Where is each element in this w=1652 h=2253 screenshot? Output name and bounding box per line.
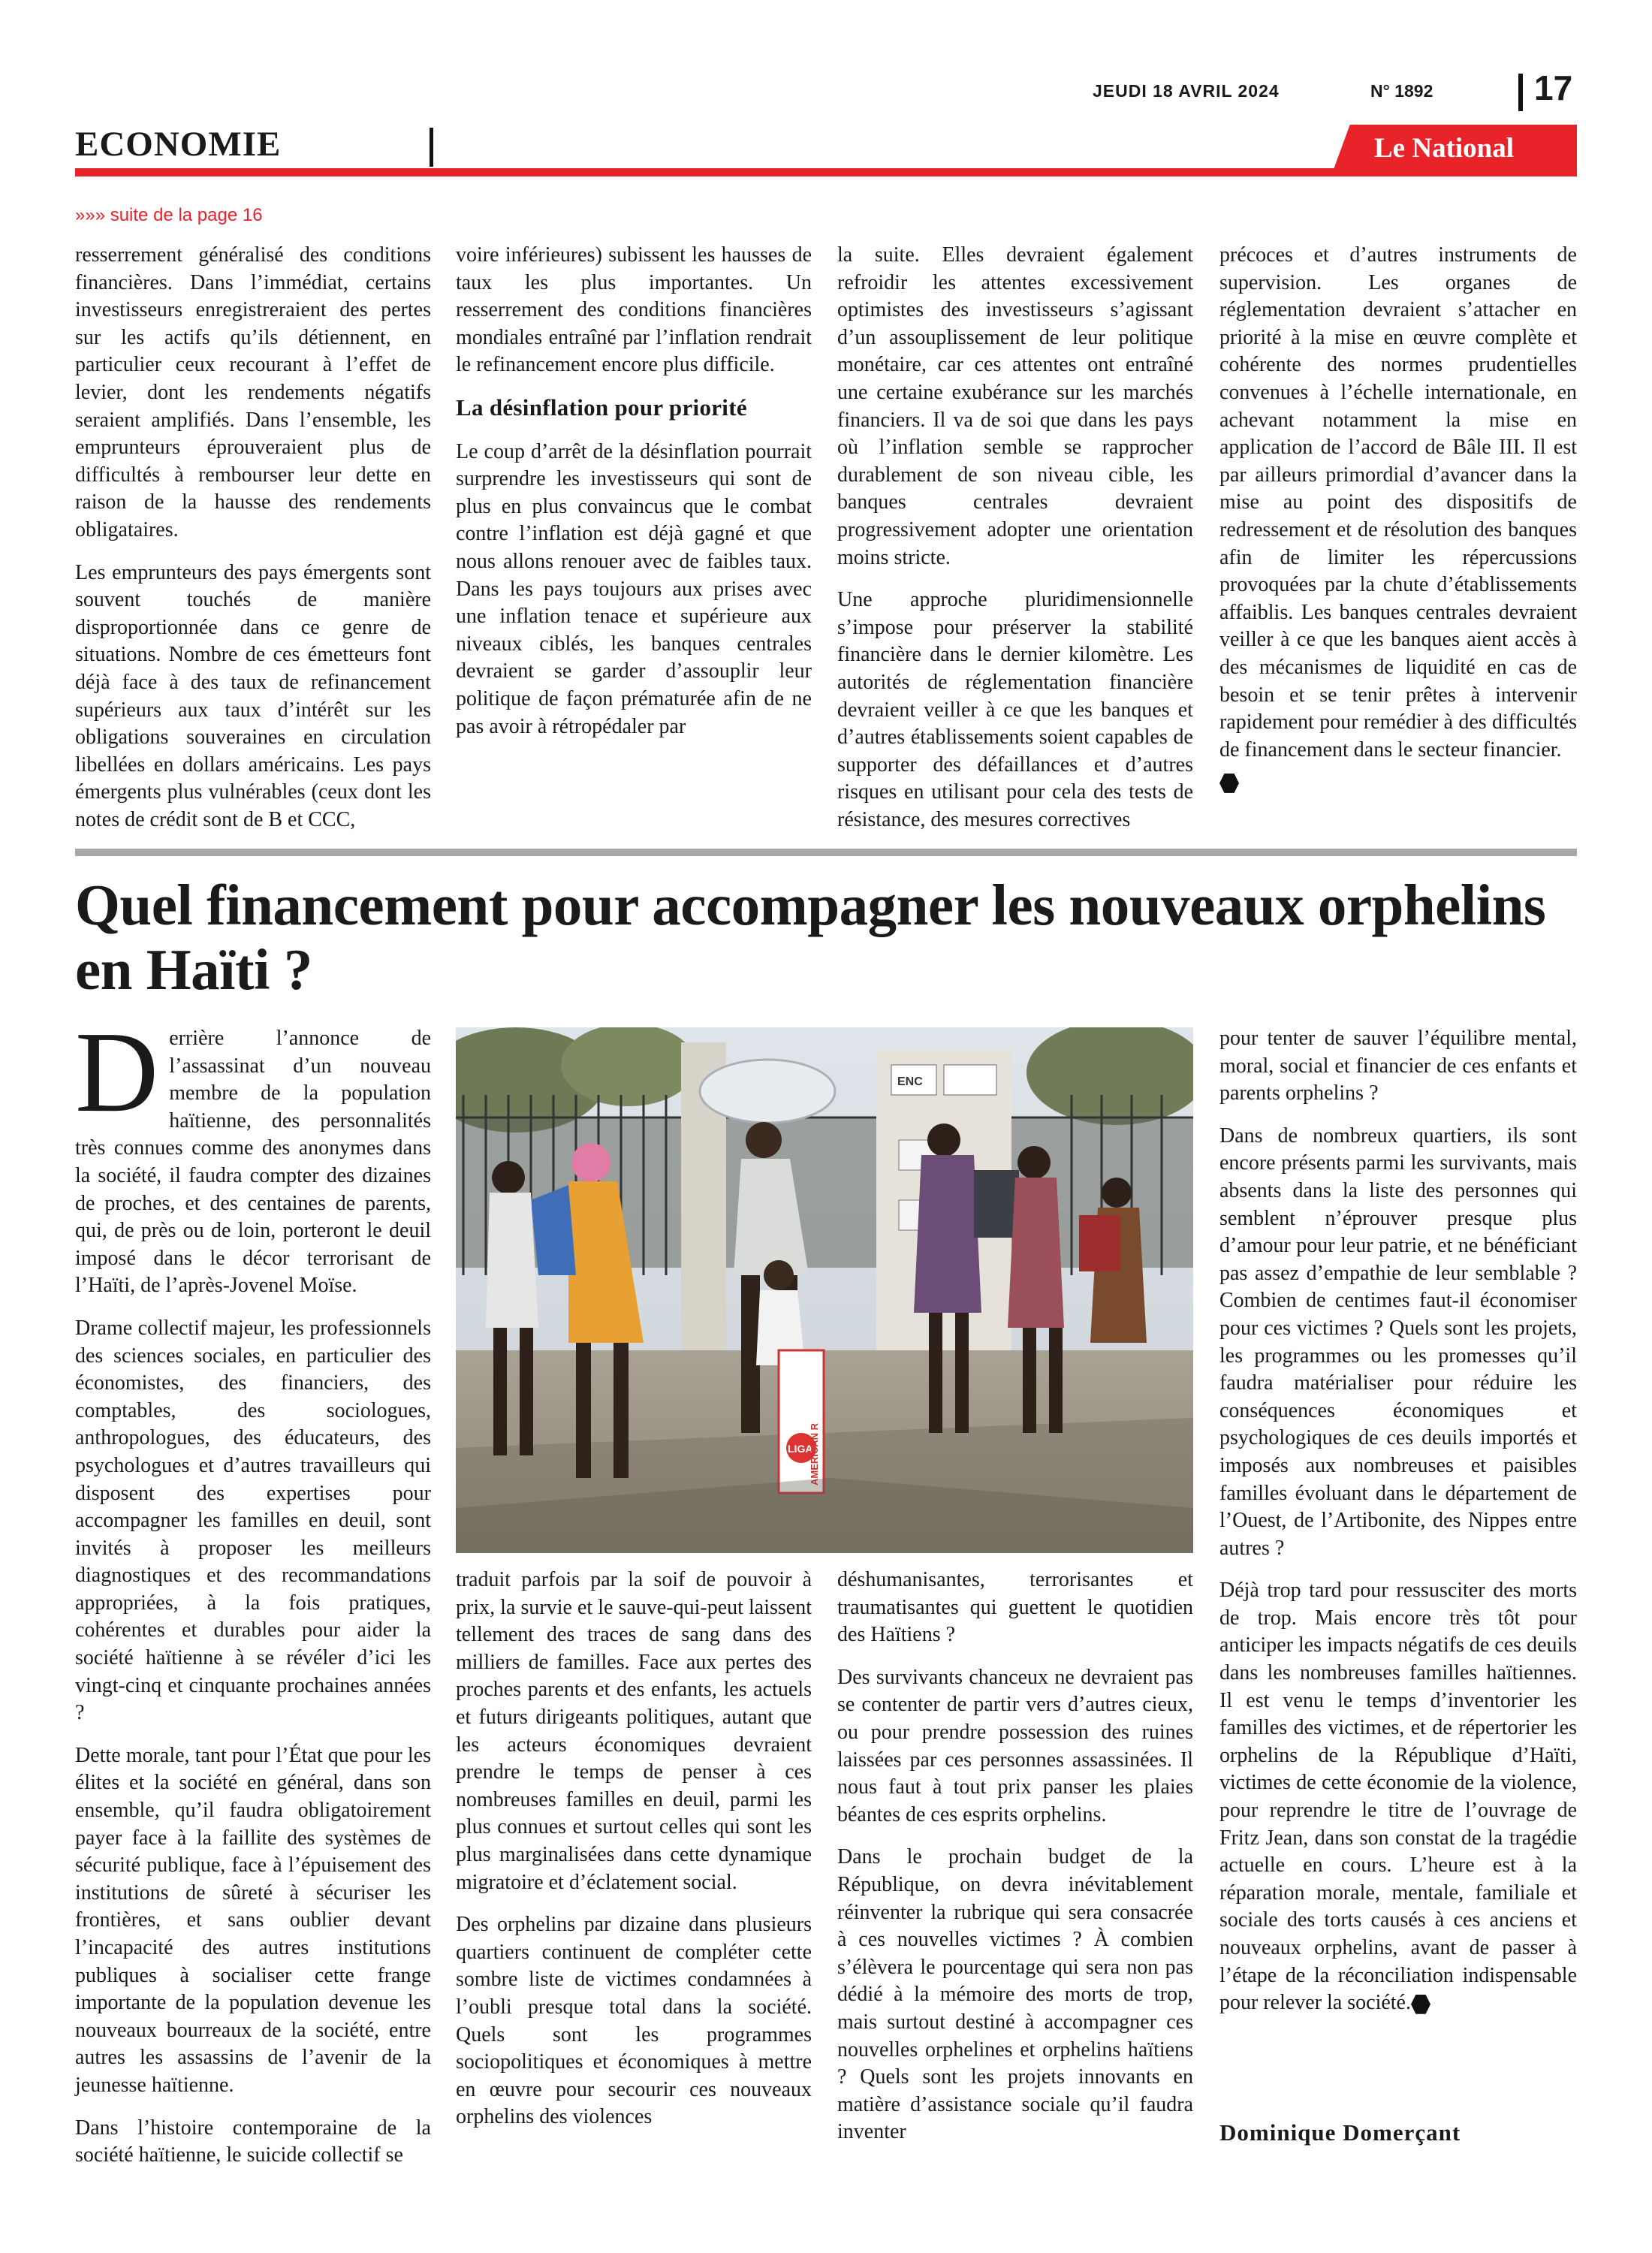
paragraph: Dans de nombreux quartiers, ils sont encore présents parmi les survivants, mais absents dans la liste des personnes qui semblent n’éprouver presque plus d’amour pour leur patrie, et ne bénéficiant pas assez d’empathie de leur semblable ? Combien de centimes faut-il économiser pour ces victimes ? Quels sont les projets, les programmes ou les promesses qu’il faudra matérialiser pour réduire les conséquences économiques et psychologiques de ces deuils importés et imposés aux nombreuses et paisibles familles évoluant dans le département de l’Ouest, de l’Artibonite, des Nippes entre autres ? <box>1219 1123 1577 1560</box>
paragraph: Dans le prochain budget de la République, on devra inévitablement réinventer la rubrique qui sera consacrée à ces nouvelles victimes ? À combien s’élèvera le pourcentage qui sera non pas dédié à la mémoire des morts de trop, mais surtout destiné à accompagner ces nouvelles orphelines et orphelins haïtiens ? Quels sont les projets innovants en matière d’assistance sociale qu’il faudra inventer <box>837 1845 1193 2144</box>
top-article-column-1 <box>75 242 431 849</box>
top-article-column-3 <box>837 242 1193 849</box>
paragraph: Drame collectif majeur, les professionnels des sciences sociales, en particulier des économistes, des financiers, des comptables, des sociologues, anthropologues, des éducateurs, des psychologues et d’autres travailleurs qui disposent des expertises pour accompagner les familles en deuil, sont invités à proposer les meilleurs diagnostiques et des recommandations appropriées, à la fois pratiques, cohérentes et durables pour aider la société haïtienne à se révéler d’ici les vingt-cinq et cinquante prochaines années ? <box>75 1316 431 1725</box>
page-number-divider <box>1518 74 1523 111</box>
paragraph: Les emprunteurs des pays émergents sont souvent touchés de manière disproportionnée dans ce genre de situations. Nombre de ces émetteurs font déjà face à des taux de refinancement supérieurs aux taux d’intérêt sur les obligations souveraines en circulation libellées en dollars américains. Les pays émergents plus vulnérables (ceux dont les notes de crédit sont de B et CCC, <box>75 560 431 831</box>
end-of-article-icon <box>1411 1995 1430 2014</box>
paragraph: Des survivants chanceux ne devraient pas se contenter de partir vers d’autres cieux, ou pour prendre possession des ruines laissées par ces personnes assassinées. Il nous faut à tout prix panser les plaies béantes de ces esprits orphelins. <box>837 1665 1193 1826</box>
top-article-column-2 <box>456 242 812 756</box>
paragraph: déshumanisantes, terrorisantes et traumatisantes qui guettent le quotidien des Haïtiens ? <box>837 1568 1193 1647</box>
issue-number: N° 1892 <box>1370 81 1433 101</box>
article-photo <box>456 1027 1193 1553</box>
end-of-article-icon <box>1219 774 1239 793</box>
main-article-column-4 <box>1219 1025 1577 2032</box>
page-number: 17 <box>1534 68 1573 107</box>
paragraph: Une approche pluridimensionnelle s’impose pour préserver la stabilité financière dans le dernier kilomètre. Les autorités de réglementation financière devraient veiller à ce que les banques et d’autres établissements soient capables de supporter des défaillances et d’autres risques en utilisant pour cela des tests de résistance, des mesures correctives <box>837 588 1193 831</box>
paragraph: Dette morale, tant pour l’État que pour les élites et la société en général, dans son ensemble, qu’il faudra obligatoirement payer face à la faillite des systèmes de sécurité publique, face à l’épuisement des institutions de sûreté à sécuriser les frontières, et sans oublier devant l’incapacité des autres institutions publiques à socialiser cette frange importante de la population devenue les nouveaux bourreaux de la société, entre autres les assassins de l’avenir de la jeunesse haïtienne. <box>75 1743 431 2097</box>
paragraph: Déjà trop tard pour ressusciter des morts de trop. Mais encore très tôt pour anticiper les impacts négatifs de ces deuils dans les nombreuses familles haïtiennes. Il est venu le temps d’inventorier les familles des victimes, et de répertorier les orphelins de la République d’Haïti, victimes de cette économie de la violence, pour reprendre le titre de l’ouvrage de Fritz Jean, dans son constat de la tragédie actuelle en cours. L’heure est à la réparation morale, mentale, familiale et sociale des torts causés à ces anciens et nouveaux orphelins, avant de passer à l’étape de la réconciliation indispensable pour relever la société. <box>1219 1579 1577 2015</box>
paragraph: Des orphelins par dizaine dans plusieurs quartiers continuent de compléter cette sombre liste de victimes condamnées à l’oubli presque total dans la société. Quels sont les programmes sociopolitiques et économiques à mettre en œuvre pour secourir ces nouveaux orphelins des violences <box>456 1913 812 2129</box>
paragraph: Le coup d’arrêt de la désinflation pourrait surprendre les investisseurs qui sont de plus en plus convaincus que le combat contre l’inflation est déjà gagné et que nous allons renouer avec de faibles taux. Dans les pays toujours aux prises avec une inflation tenace et supérieure aux niveaux ciblés, les banques centrales devraient se garder d’assouplir leur politique de façon prématurée afin de ne pas avoir à rétropédaler par <box>456 439 812 738</box>
paragraph: errière l’annonce de l’assassinat d’un nouveau membre de la population haïtienne, des personnalités très connues comme des anonymes dans la société, il faudra compter des dizaines de proches, et des centaines de parents, qui, de près ou de loin, porteront le deuil imposé dans le décor terrorisant de l’Haïti, de l’après-Jovenel Moïse. <box>75 1027 431 1298</box>
top-article-column-4 <box>1219 242 1577 796</box>
paragraph: pour tenter de sauver l’équilibre mental, moral, social et financier de ces enfants et parents orphelins ? <box>1219 1027 1577 1105</box>
section-title: ECONOMIE <box>75 125 282 164</box>
bag-side-text: AMERICAN R <box>809 1422 820 1485</box>
main-article-column-3 <box>837 1567 1193 2161</box>
issue-date: JEUDI 18 AVRIL 2024 <box>1093 81 1280 101</box>
paragraph: Dans l’histoire contemporaine de la société haïtienne, le suicide collectif se <box>75 2116 431 2167</box>
main-article-column-1 <box>75 1009 431 2185</box>
paragraph: resserrement généralisé des conditions financières. Dans l’immédiat, certains investisseurs enregistreraient des pertes sur les actifs qu’ils détiennent, en particulier ceux recourant à l’effet de levier, dont les rendements négatifs seraient amplifiés. Dans l’ensemble, les emprunteurs éprouveraient plus de difficultés à rembourser leur dette en raison de la hausse des rendements obligataires. <box>75 243 431 541</box>
main-article-column-2 <box>456 1567 812 2146</box>
paragraph: traduit parfois par la soif de pouvoir à prix, la survie et le sauve-qui-peut laissent tellement des traces de sang dans des milliers de familles. Face aux pertes des proches parents et des enfants, les actuels et futurs dirigeants politiques, autant que les acteurs économiques devraient prendre le temps de penser à ces nombreuses familles en deuil, parmi les plus connues et surtout celles qui sont les plus marginalisées dans cette dynamique migratoire et d’éclatement social. <box>456 1568 812 1894</box>
article-separator <box>75 849 1577 856</box>
drop-cap: D <box>75 1009 159 1136</box>
author-signature: Dominique Domerçant <box>1219 2119 1461 2146</box>
bag-logo: LIGA <box>788 1443 813 1455</box>
sign-label: ENC <box>897 1075 923 1088</box>
brand-name: Le National <box>1374 133 1515 164</box>
paragraph: la suite. Elles devraient également refroidir les attentes excessivement optimistes des investisseurs s’agissant d’un assouplissement de leur politique monétaire, car ces attentes ont entraîné une certaine exubérance sur les marchés financiers. Il va de soi que dans les pays où l’inflation semble se rapprocher durablement de son niveau cible, les banques centrales devraient progressivement adopter une orientation moins stricte. <box>837 243 1193 569</box>
article-headline: Quel financement pour accompagner les nouveaux orphelins en Haïti ? <box>75 873 1546 1002</box>
paragraph: précoces et d’autres instruments de supervision. Les organes de réglementation devraient s’attacher en priorité à la mise en œuvre complète et cohérente des normes prudentielles convenues à l’échelle internationale, en achevant notamment la mise en application de l’accord de Bâle III. Il est par ailleurs primordial d’avancer dans la mise au point des dispositifs de redressement et de résolution des banques afin de limiter les répercussions provoquées par la chute d’établissements affaiblis. Les banques centrales devraient veiller à ce que les banques aient accès à des mécanismes de liquidité en cas de besoin et se tenir prêtes à intervenir rapidement pour remédier à des difficultés de financement dans le secteur financier. <box>1219 243 1577 762</box>
section-divider <box>430 128 433 167</box>
subheading: La désinflation pour priorité <box>456 394 747 421</box>
continuation-note: »»» suite de la page 16 <box>75 205 263 225</box>
paragraph: voire inférieures) subissent les hausses de taux les plus importantes. Un resserrement des conditions financières mondiales entraîné par l’inflation rendrait le refinancement encore plus difficile. <box>456 243 812 377</box>
